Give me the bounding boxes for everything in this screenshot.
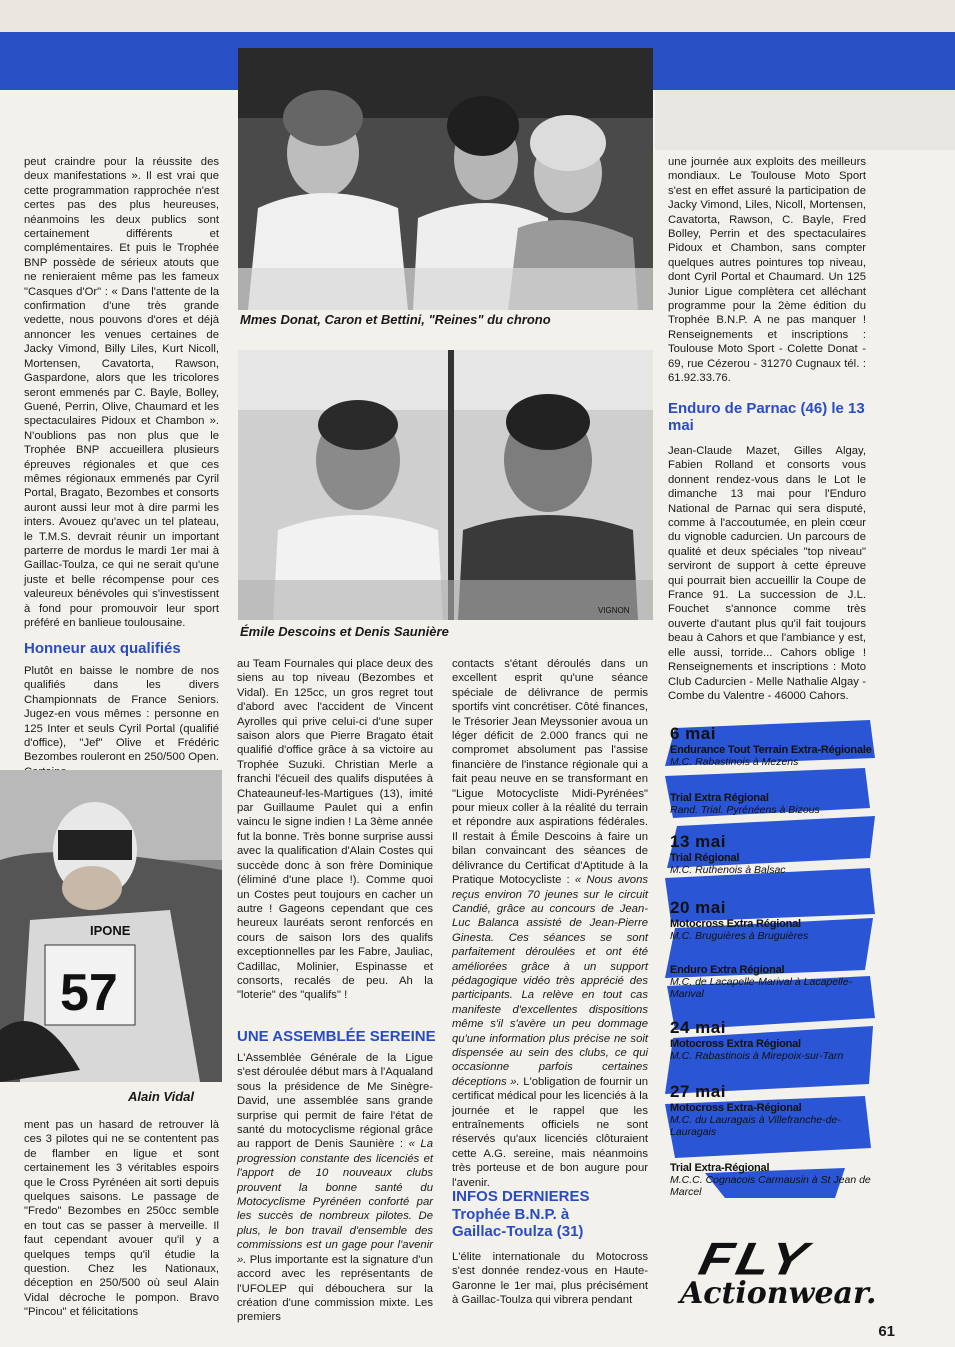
- calendar-entry: [670, 964, 880, 1000]
- enduro-text: Jean-Claude Mazet, Gilles Algay, Fabien Rolland et consorts vous donnent rendez-vous dans le Lot le dimanche 13 mai pour l'Enduro National de Parnac qui sera disputé, comme à l'accoutumée, en plein cœur du vignoble cadurcien. Un parcours de qualité et deux spéciales "top niveau" serviront de support à cette épreuve qui pourrait bien accueillir la Coupe de France 91. La succession de J.L. Fouchet s'annonce comme très ouverte d'autant plus qu'il fait toujours beau à Cahors et que l'ambiance y est, elle aussi, torride... Cahors oblige ! Renseignements et inscriptions : Moto Club Cadurcien - Melle Nathalie Algay - Combe du Valentre - 46000 Cahors.: [668, 445, 866, 702]
- paper-edge: [0, 0, 955, 32]
- assemblee-quote: « La progression constante des licenciés et l'apport de 10 nouveaux clubs prouvent la bonne santé du Motocyclisme Pyrénéen conforté par les succès de nombreux pilotes. De plus, le bon travail d'ensemble des commissions est un gage pour l'avenir ».: [237, 1138, 433, 1266]
- calendar-sub: M.C.C. Cognacois Carmausin à St Jean de Marcel: [670, 1174, 871, 1198]
- logo-actionwear-text: Actionwear.: [680, 1276, 877, 1311]
- calendar-title: Endurance Tout Terrain Extra-Régionale: [670, 744, 872, 756]
- calendar-entry: [670, 1018, 880, 1062]
- col3-paragraph: [452, 657, 648, 1190]
- calendar-entry: [670, 1082, 880, 1138]
- reines-illustration: [238, 48, 653, 310]
- col1-bottom-text: ment pas un hasard de retrouver là ces 3 pilotes qui ne se contentent pas de flamber en ligue et sont certainement les 3 véritables espoirs que le Cross Pyrénéen ait sorti depuis quelques saisons. Le passage de "Fredo" Bezombes en 250cc semble en tout cas se passer à merveille. Il faut cependant avouer qu'il y a quelques temps qu'il étudie la question. Chez les Nationaux, déception en 250/500 où seul Alain Vidal décroche le pompon. Bravo "Pincou" et félicitations: [24, 1119, 219, 1319]
- logo-fly-text: FLY: [694, 1233, 816, 1285]
- assemblee-text: L'Assemblée Générale de la Ligue s'est déroulée début mars à l'Aqualand sous la présidence de Me Sinègre-David, une assemblée sans grande surprise qui permit de faire l'état de santé du motocyclisme régional grâce au rapport de Denis Saunière :: [237, 1052, 433, 1151]
- photo-reines: [238, 48, 653, 310]
- calendar-entry: [670, 898, 880, 942]
- column-1-top: [24, 155, 219, 630]
- column-1-text: peut craindre pour la réussite des deux manifestations ». Il est vrai que cette programmation rapprochée n'est certes pas des plus heureuses, néanmoins les deux publics sont certainement différents et complémentaires. Et puis le Trophée BNP possède de sérieux atouts que ne renieraient même pas les fameux "Casques d'Or" : « Dans l'attente de la confirmation d'une très grande vedette, nous pouvons d'ores et déjà annoncer les venues certaines de Jacky Vimond, Billy Liles, Kurt Nicoll, Mortensen, Cavatorta, Rawson, Gaspardone, alors que les tricolores seront emmenés par C. Bayle, Bolley, Guené, Perrin, Olive, Chaumard et les spectaculaires Pidoux et Chambon ». N'oublions pas non plus que le Trophée BNP accueillera plusieurs épreuves régionales et que ces mêmes régionaux emmenés par Cyril Portal, Bragato, Bezombes et consorts auront aussi leur mot à dire parmi les inters. Avouez qu'avec un tel plateau, le T.M.S. devrait réunir un important parterre de mordus le mardi 1er mai à Gaillac-Toulza, ce qui ne serait qu'une juste et belle récompense pour ces valeureux bénévoles qui s'investissent à fond pour promouvoir leur sport préféré en banlieue toulousaine.: [24, 156, 219, 629]
- bike-number: 57: [60, 964, 118, 1022]
- calendar-date: 24 mai: [670, 1018, 726, 1037]
- assemblee-end: Plus importante est la signature d'un accord avec les représentants de l'UFOLEP qui débouchera sur la création d'une commission mixte. Les premiers: [237, 1253, 434, 1324]
- calendar-sub: Rand. Trial. Pyrénéens à Bizous: [670, 804, 820, 816]
- calendar-sub: M.C. Ruthenois à Balsac: [670, 864, 786, 876]
- calendar-sub: M.C. Rabastinois à Mirepoix-sur-Tarn: [670, 1050, 844, 1062]
- calendar-entry: [670, 832, 880, 876]
- calendar-date: 27 mai: [670, 1082, 726, 1101]
- heading-infos: INFOS DERNIERES: [452, 1188, 590, 1205]
- calendar-date: 20 mai: [670, 898, 726, 917]
- column-1-qual: [24, 664, 219, 779]
- column-3: [452, 657, 648, 1190]
- column-2-assemblee: [237, 1051, 433, 1325]
- column-4: [668, 155, 866, 386]
- heading-enduro: Enduro de Parnac (46) le 13 mai: [668, 400, 865, 434]
- descoins-illustration: [238, 350, 653, 620]
- heading-assemblee: UNE ASSEMBLÉE SEREINE: [237, 1028, 436, 1045]
- calendar-title: Trial Extra-Régional: [670, 1162, 770, 1174]
- calendar-date: 6 mai: [670, 724, 716, 743]
- column-3-infos: [452, 1250, 648, 1308]
- calendar-title: Motocross Extra-Régional: [670, 1102, 802, 1114]
- calendar-title: Trial Régional: [670, 852, 740, 864]
- assemblee-intro: [237, 1051, 433, 1325]
- calendar-entry: [670, 792, 880, 816]
- calendar-sub: M.C. du Lauragais à Villefranche-de-Lauragais: [670, 1114, 841, 1138]
- calendar-title: Motocross Extra Régional: [670, 1038, 801, 1050]
- column-1-bottom: [24, 1118, 219, 1320]
- bleed-through-area: [655, 90, 955, 150]
- rider-illustration: [0, 770, 222, 1082]
- infos-text: L'élite internationale du Motocross s'est donnée rendez-vous en Haute-Garonne le 1er mai, plus précisément à Gaillac-Toulza qui vibrera pendant: [452, 1251, 648, 1307]
- page-number: 61: [878, 1323, 895, 1340]
- col4-text: une journée aux exploits des meilleurs mondiaux. Le Toulouse Moto Sport s'est en effet assuré la participation de Jacky Vimond, Liles, Nicoll, Mortensen, Cavatorta, Rawson, C. Bayle, Fred Bolley, Perrin et des spectaculaires Pidoux et Chambon, sans compter quelques autres pointures top niveau, dont Cyril Portal et Chaumard. Un 125 Junior Ligue complètera cet alléchant programme pour la 2ème édition du Trophée B.N.P. A ne pas manquer ! Renseignements et inscriptions : Toulouse Moto Sport - Colette Donat - 69, rue Cézerou - 31270 Cugnaux tél. : 61.92.33.76.: [668, 156, 866, 385]
- photo-credit: VIGNON: [598, 606, 630, 615]
- fly-actionwear-logo: [680, 1228, 950, 1318]
- calendar-entry: [670, 724, 880, 768]
- photo-descoins-sauniere: [238, 350, 653, 620]
- caption-reines: Mmes Donat, Caron et Bettini, "Reines" du chrono: [240, 312, 551, 327]
- calendar-entry: [670, 1162, 880, 1198]
- calendar-title: Enduro Extra Régional: [670, 964, 785, 976]
- heading-qualifies: Honneur aux qualifiés: [24, 640, 181, 657]
- calendar-title: Trial Extra Régional: [670, 792, 769, 804]
- calendar-sub: M.C. Bruguières à Bruguières: [670, 930, 809, 942]
- event-calendar: [665, 718, 880, 1198]
- caption-alain-vidal: Alain Vidal: [128, 1089, 194, 1104]
- calendar-title: Motocross Extra Régional: [670, 918, 801, 930]
- sponsor-text: IPONE: [90, 923, 131, 938]
- photo-alain-vidal: [0, 770, 222, 1082]
- col3-text: contacts s'étant déroulés dans un excellent esprit qu'une séance spéciale de délivrance de permis sportifs vint concrétiser. Côté finances, le Trésorier Jean Meyssonier avoua un léger déficit de 2.000 francs qui ne compromet absolument pas l'assise financière de l'instance régionale qui a fait peau neuve en se transformant en "Ligue Motocycliste Midi-Pyrénées" pour mieux coller à la réalité du terrain et répondre aux aspirations fédérales. Il restait à Émile Descoins à faire un bilan convaincant des séances de délivrance du Certificat d'Aptitude à la Pratique Motocycliste :: [452, 658, 648, 887]
- calendar-sub: M.C. de Lacapelle-Marival à Lacapelle-Marival: [670, 976, 853, 1000]
- calendar-sub: M.C. Rabastinois à Mezens: [670, 756, 799, 768]
- col2-text: au Team Fournales qui place deux des siens au top niveau (Bezombes et Vidal). En 125cc, un gros regret tout d'abord avec l'accident de Vincent Ayrolles qui prive celui-ci d'une super saison alors que Pierre Bragato était qualifié d'office grâce à sa victoire au Trophée Suzuki. Christian Merle a franchi l'écueil des qualifs disputées à Chateauneuf-les-Martigues (13), imité par Guillaume Paulet qui a enfin vaincu le signe indien ! La 3ème année fut la bonne. Très bonne surprise aussi avec la qualification d'Alain Costes qui succède donc à son frère Dominique (éliminé d'une place !). Comme quoi un Costes peut toujours en cacher un autre ! Gageons cependant que ces heureux lauréats seront renforcés en cours de saison lors des qualifs exceptionnelles par les Fabre, Jauliac, Cadillac, Molinier, Espinasse et consorts, recalés de peu. Ah la "loterie" des "qualifs" !: [237, 658, 433, 1002]
- col3-quote: « Nous avons reçus environ 70 jeunes sur le circuit Candié, grâce au concours de Jean-Luc Balanca assisté de Jean-Pierre Ginesta. Ces séances se sont parfaitement déroulées et ont été améliorées grâce à un support pédagogique vidéo très apprécié des participants. La relève en tout cas manifeste d'excellentes dispositions même s'il s'avère un peu dommage qu'une information plus précise ne soit dispensée au sein des clubs, ce qui occasionne parfois certaines déceptions ».: [452, 874, 649, 1088]
- column-4-enduro: [668, 444, 866, 703]
- heading-trophee: Trophée B.N.P. à Gaillac-Toulza (31): [452, 1206, 584, 1240]
- qual-text: Plutôt en baisse le nombre de nos qualifiés dans les divers Championnats de France Seniors. Jugez-en vous mêmes : personne en 125 Inter et seuls Cyril Portal (qualifié d'office), "Jef" Olive et Frédéric Bezombes rouleront en 250/500 Open.: [24, 665, 219, 764]
- caption-descoins: Émile Descoins et Denis Saunière: [240, 624, 449, 639]
- column-2: [237, 657, 433, 1003]
- col3-end: L'obligation de fournir un certificat médical pour les licenciés à la journée et le rappel que les entraînements officiels ne sont réservés qu'aux licenciés clôturaient cette A.G. sereine, mais néanmoins très porteuse et de bon augure pour l'avenir.: [452, 1075, 649, 1189]
- calendar-date: 13 mai: [670, 832, 726, 851]
